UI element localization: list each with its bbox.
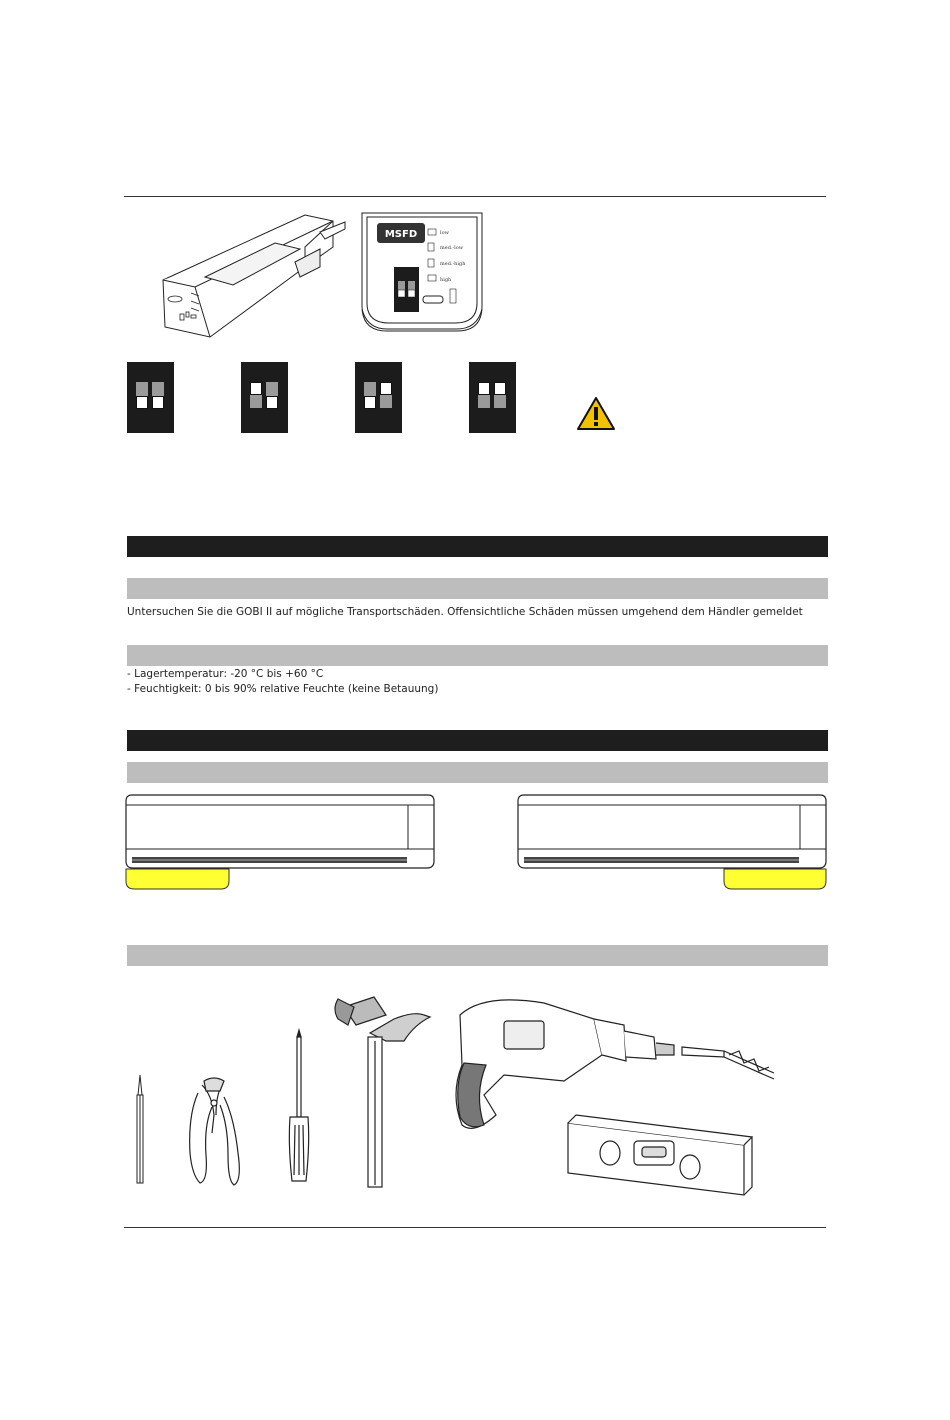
level-low: low (440, 230, 449, 236)
dip-switch-setting-3 (355, 362, 402, 433)
storage-line-1: - Lagertemperatur: -20 °C bis +60 °C (127, 668, 324, 680)
storage-line-2: - Feuchtigkeit: 0 bis 90% relative Feuchte (keine Betauung) (127, 683, 439, 695)
section-header-bar-1 (127, 536, 828, 557)
subsection-bar-mounting (127, 762, 828, 783)
heater-unit-right (516, 793, 830, 891)
switch-panel-illustration (357, 211, 487, 341)
dip-switch-setting-1 (127, 362, 174, 433)
bottom-rule (124, 1227, 826, 1228)
screwdriver-icon (289, 1030, 308, 1181)
panel-logo: MSFD (384, 229, 418, 240)
spirit-level-icon (568, 1115, 752, 1195)
pencil-icon (137, 1075, 143, 1183)
top-rule (124, 196, 826, 197)
section-header-bar-2 (127, 730, 828, 751)
heater-unit-left (124, 793, 436, 891)
drill-icon (456, 1000, 774, 1128)
warning-icon (576, 396, 616, 431)
dip-switch-setting-4 (469, 362, 516, 433)
pliers-icon (190, 1078, 240, 1185)
device-illustration (155, 207, 355, 352)
drill-bit-icon (682, 1047, 724, 1057)
transport-text: Untersuchen Sie die GOBI II auf mögliche Transportschäden. Offensichtliche Schäden müssen umgehend dem Händler gemeldet (127, 606, 803, 618)
hammer-icon (335, 997, 430, 1187)
level-med-low: med.-low (440, 245, 464, 251)
level-high: high (440, 277, 452, 283)
level-med-high: med.-high (440, 261, 466, 267)
subsection-bar-transport (127, 578, 828, 599)
dip-switch-setting-2 (241, 362, 288, 433)
subsection-bar-tools (127, 945, 828, 966)
subsection-bar-storage (127, 645, 828, 666)
tools-illustration (124, 985, 804, 1200)
